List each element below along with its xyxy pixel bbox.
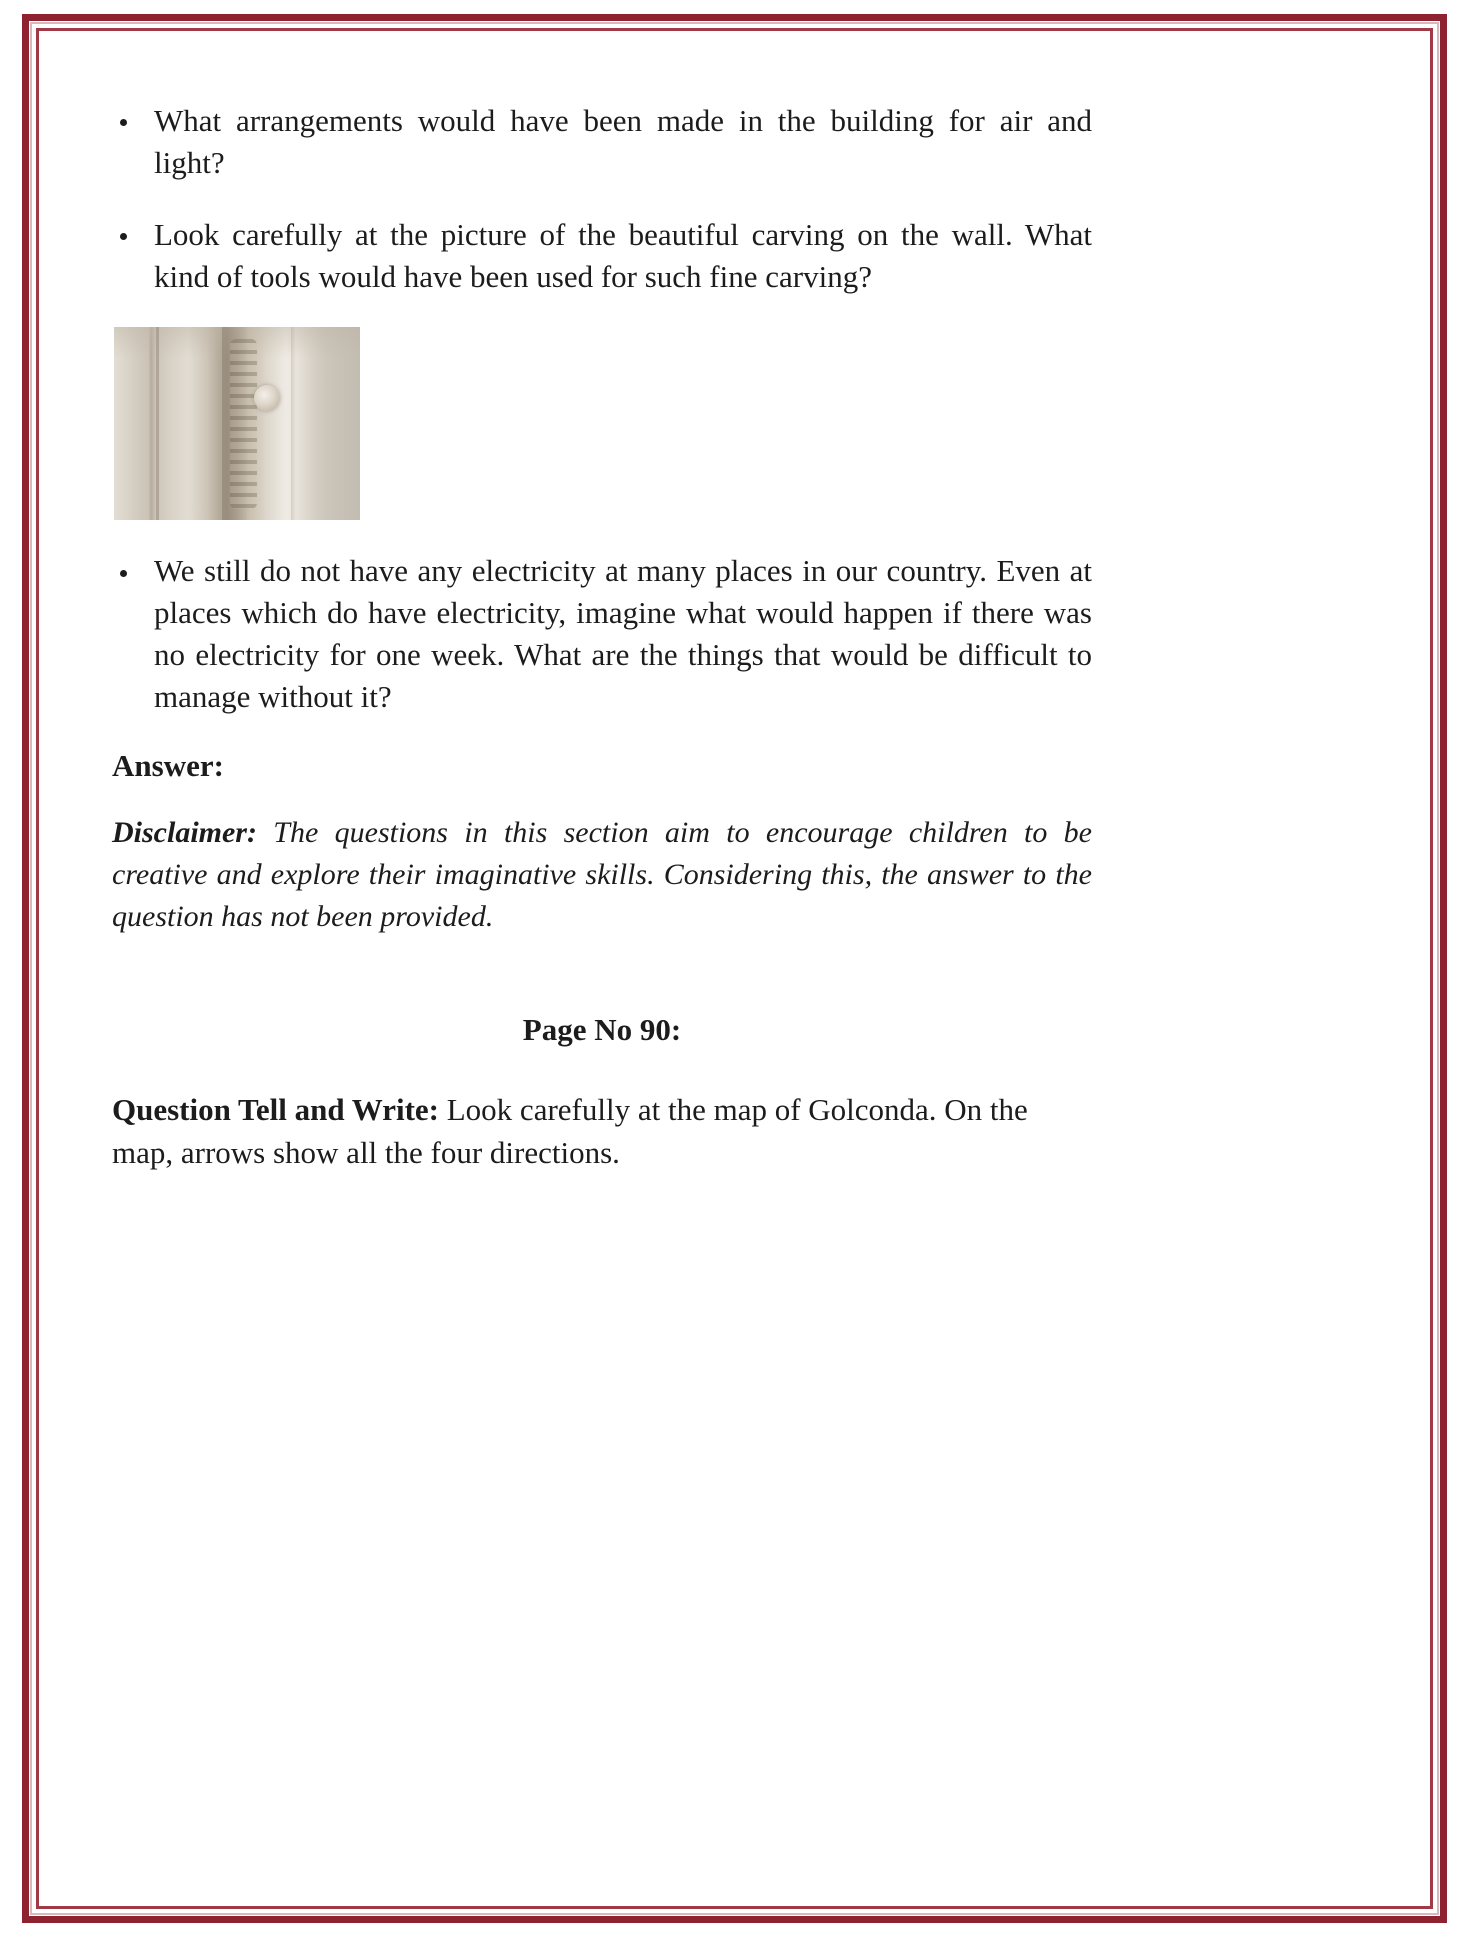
list-item [112, 550, 1092, 717]
question-bullet-list [112, 100, 1092, 297]
page-number-heading: Page No 90: [522, 1011, 682, 1047]
answer-heading: Answer: [112, 747, 224, 783]
carving-photo [114, 327, 360, 520]
document-content [112, 100, 1092, 1175]
photo-edge-line [291, 327, 296, 520]
disclaimer-paragraph [112, 812, 1092, 938]
bullet-dot-icon [120, 119, 127, 126]
bullet-dot-icon [120, 233, 127, 240]
photo-edge-line [156, 327, 159, 520]
next-question-paragraph [112, 1088, 1092, 1175]
bullet-dot-icon [120, 570, 127, 577]
photo-carving-medallion [254, 385, 280, 411]
next-question-label: Question Tell and Write: [112, 1091, 439, 1127]
question-text: What arrangements would have been made in the building for air and light? [154, 103, 1092, 180]
question-bullet-list-continued [112, 550, 1092, 717]
list-item [112, 100, 1092, 184]
disclaimer-label: Disclaimer: [112, 815, 257, 849]
question-text: We still do not have any electricity at many places in our country. Even at places which do have electricity, imagine what would happen if there was no electricity for one week. What are the things that would be difficult to manage without it? [154, 553, 1092, 714]
photo-carving-column [230, 339, 257, 509]
disclaimer-body: The questions in this section aim to encourage children to be creative and explore their imaginative skills. Considering this, the answer to the question has not been provided. [112, 815, 1092, 933]
next-question-body: Look carefully at the map of Golconda. On the map, arrows show all the four directions. [112, 1091, 1028, 1171]
question-text: Look carefully at the picture of the beautiful carving on the wall. What kind of tools would have been used for such fine carving? [154, 216, 1092, 294]
list-item [112, 214, 1092, 298]
carving-photo-wrapper [114, 327, 1092, 520]
